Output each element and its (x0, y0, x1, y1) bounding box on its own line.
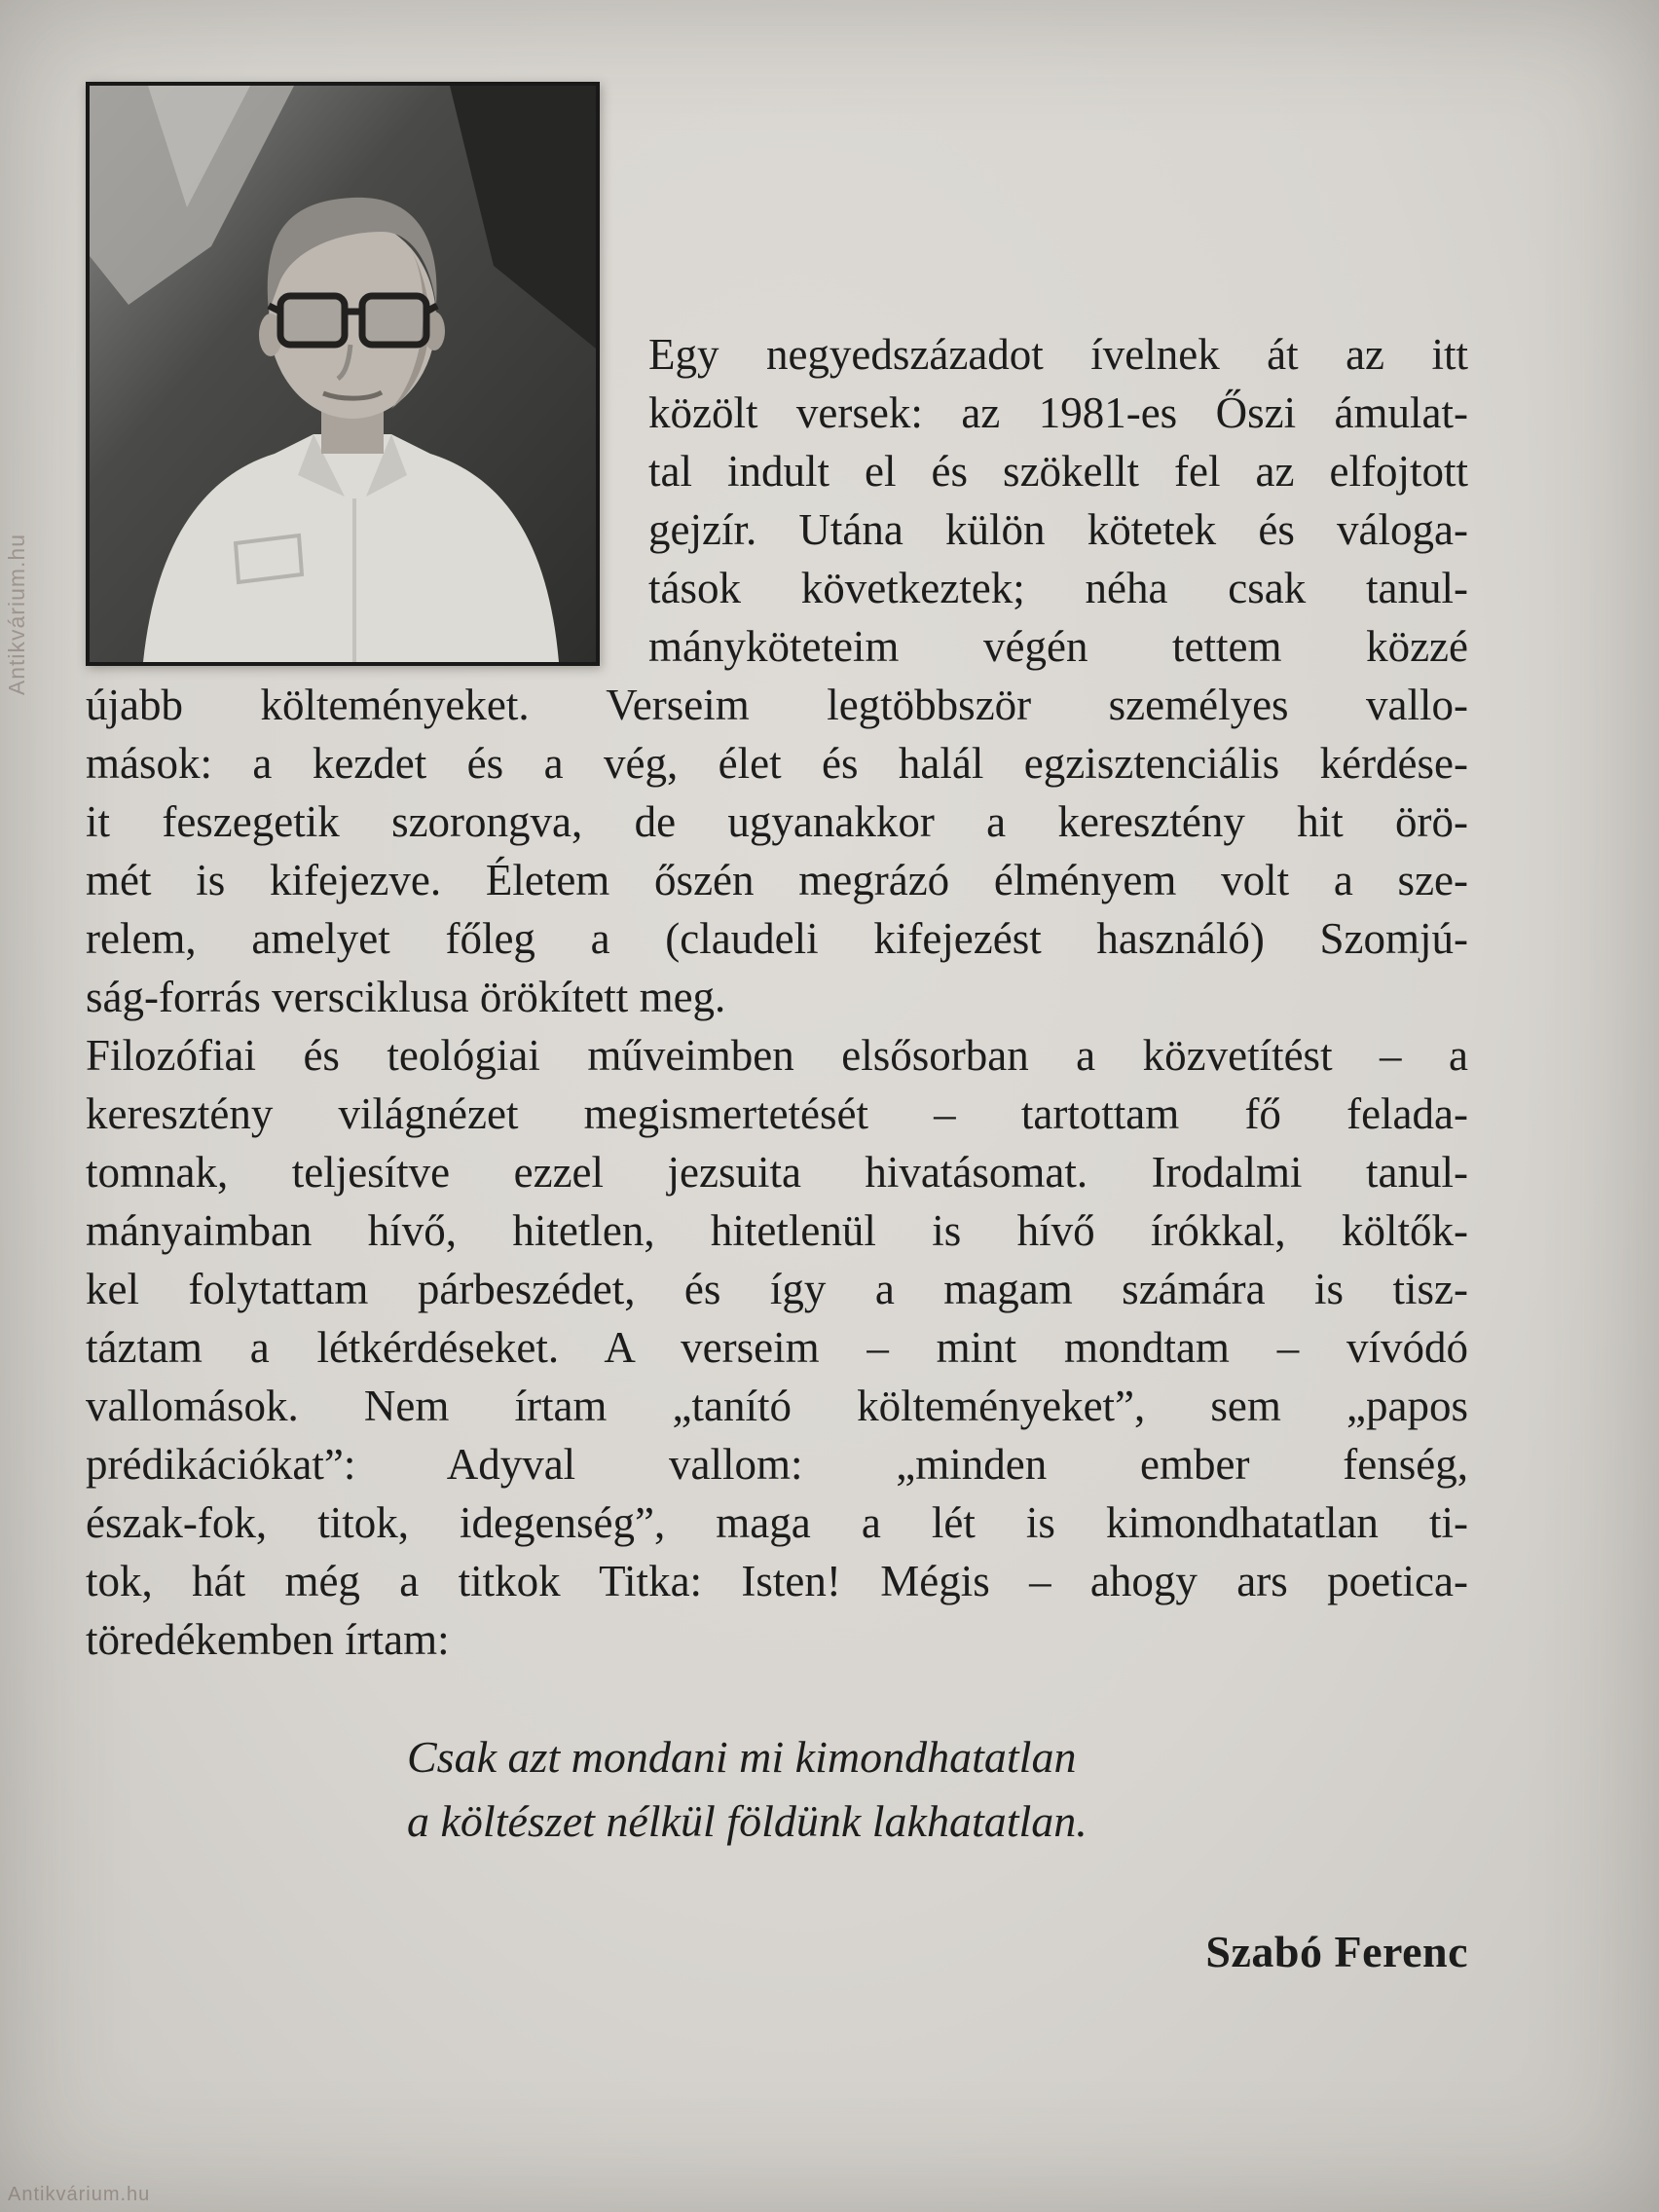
text-line: tal indult el és szökellt fel az elfojtott (648, 447, 1468, 496)
text-line: közölt versek: az 1981-es Őszi ámulat- (648, 388, 1468, 437)
text-line: mások: a kezdet és a vég, élet és halál egzisztenciális kérdése- (86, 739, 1468, 788)
text-line: keresztény világnézet megismertetését – tartottam fő felada- (86, 1089, 1468, 1138)
text-line: táztam a létkérdéseket. A verseim – mint mondtam – vívódó (86, 1323, 1468, 1372)
text-line: töredékemben írtam: (86, 1615, 450, 1664)
text-line: tok, hát még a titkok Titka: Isten! Mégis – ahogy ars poetica- (86, 1557, 1468, 1605)
text-line: kel folytattam párbeszédet, és így a magam számára is tisz- (86, 1265, 1468, 1313)
portrait-photo-illustration (90, 86, 596, 662)
text-line: ság-forrás versciklusa örökített meg. (86, 973, 726, 1021)
text-line: Egy negyedszázadot ívelnek át az itt (648, 330, 1468, 379)
text-line: gejzír. Utána külön kötetek és váloga- (648, 505, 1468, 554)
author-portrait-photo (86, 82, 600, 666)
text-line: újabb költeményeket. Verseim legtöbbször személyes vallo- (86, 681, 1468, 729)
text-line: it feszegetik szorongva, de ugyanakkor a keresztény hit örö- (86, 797, 1468, 846)
text-line: mányköteteim végén tettem közzé (648, 622, 1468, 671)
text-line: észak-fok, titok, idegenség”, maga a lét is kimondhatatlan ti- (86, 1498, 1468, 1547)
poem-quote-line: Csak azt mondani mi kimondhatatlan (407, 1732, 1077, 1782)
text-line: Filozófiai és teológiai műveimben elsősorban a közvetítést – a (86, 1031, 1468, 1080)
poem-quote-line: a költészet nélkül földünk lakhatatlan. (407, 1796, 1088, 1846)
text-line: tomnak, teljesítve ezzel jezsuita hivatásomat. Irodalmi tanul- (86, 1148, 1468, 1197)
watermark-antikvarium-left: Antikvárium.hu (4, 534, 29, 696)
text-line: mányaimban hívő, hitetlen, hitetlenül is hívő írókkal, költők- (86, 1206, 1468, 1255)
text-line: tások következtek; néha csak tanul- (648, 564, 1468, 612)
text-line: mét is kifejezve. Életem őszén megrázó élményem volt a sze- (86, 856, 1468, 904)
text-line: relem, amelyet főleg a (claudeli kifejezést használó) Szomjú- (86, 914, 1468, 963)
author-signature: Szabó Ferenc (1205, 1927, 1468, 1976)
watermark-antikvarium-bottom: Antikvárium.hu (8, 2184, 151, 2205)
text-line: prédikációkat”: Adyval vallom: „minden ember fenség, (86, 1440, 1468, 1489)
text-line: vallomások. Nem írtam „tanító költeményeket”, sem „papos (86, 1382, 1468, 1430)
poem-quote (407, 1725, 1468, 1854)
